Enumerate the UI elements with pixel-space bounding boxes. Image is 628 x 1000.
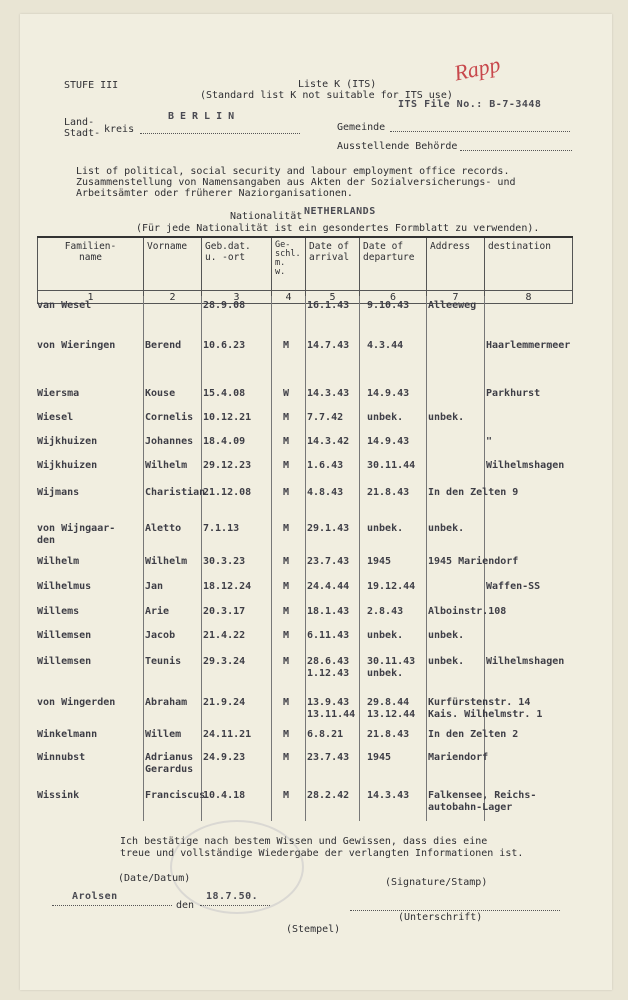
cell-familienname: Willemsen xyxy=(37,656,92,667)
column-divider xyxy=(271,296,272,821)
cell-departure: 29.8.44 13.12.44 xyxy=(367,697,416,720)
stempel-label: (Stempel) xyxy=(286,924,341,935)
cell-familienname: Wijkhuizen xyxy=(37,460,98,471)
kreis-dotline xyxy=(140,133,300,134)
cell-departure: 1945 xyxy=(367,752,392,763)
cell-arrival: 23.7.43 xyxy=(307,556,350,567)
cell-geburtsdatum: 21.4.22 xyxy=(203,630,246,641)
cell-vorname: Berend xyxy=(145,340,182,351)
cell-destination: " xyxy=(486,436,493,447)
cell-arrival: 4.8.43 xyxy=(307,487,344,498)
col-number: 1 xyxy=(38,291,144,304)
cell-geschlecht: M xyxy=(283,729,290,740)
col-header-departure: Date of departure xyxy=(360,237,427,291)
cell-address: unbek. xyxy=(428,630,465,641)
stadt-label: Stadt- xyxy=(64,128,101,139)
cell-vorname: Willem xyxy=(145,729,182,740)
col-header-familienname: Familien- name xyxy=(38,237,144,291)
cell-vorname: Charistian xyxy=(145,487,206,498)
cell-geschlecht: W xyxy=(283,388,290,399)
cell-geburtsdatum: 10.4.18 xyxy=(203,790,246,801)
nationality-label: Nationalität xyxy=(230,211,303,222)
cell-geschlecht: M xyxy=(283,556,290,567)
cell-geschlecht: M xyxy=(283,581,290,592)
column-divider xyxy=(143,296,144,821)
cell-familienname: Winnubst xyxy=(37,752,86,763)
cell-departure: 21.8.43 xyxy=(367,729,410,740)
cell-address: Falkensee, Reichs- autobahn-Lager xyxy=(428,790,537,813)
cell-arrival: 14.7.43 xyxy=(307,340,350,351)
cell-vorname: Wilhelm xyxy=(145,556,188,567)
cell-destination: Parkhurst xyxy=(486,388,541,399)
cell-familienname: Wijkhuizen xyxy=(37,436,98,447)
column-divider xyxy=(201,296,202,821)
cell-arrival: 14.3.43 xyxy=(307,388,350,399)
cell-arrival: 16.1.43 xyxy=(307,300,350,311)
kreis-value: BERLIN xyxy=(168,111,241,122)
cell-geschlecht: M xyxy=(283,752,290,763)
cell-arrival: 29.1.43 xyxy=(307,523,350,534)
cell-familienname: Wissink xyxy=(37,790,80,801)
cell-familienname: van Wesel xyxy=(37,300,92,311)
cell-departure: 21.8.43 xyxy=(367,487,410,498)
cell-geburtsdatum: 30.3.23 xyxy=(203,556,246,567)
cell-geburtsdatum: 28.9.08 xyxy=(203,300,246,311)
col-header-geschlecht: Ge- schl. m. w. xyxy=(272,237,306,291)
cell-geschlecht: M xyxy=(283,790,290,801)
cell-address: unbek. xyxy=(428,523,465,534)
cell-departure: 19.12.44 xyxy=(367,581,416,592)
col-header-geburtsdatum: Geb.dat. u. -ort xyxy=(202,237,272,291)
cell-vorname: Cornelis xyxy=(145,412,194,423)
behoerde-label: Ausstellende Behörde xyxy=(337,141,458,152)
stufe-label: STUFE III xyxy=(64,80,119,91)
cell-geburtsdatum: 10.12.21 xyxy=(203,412,252,423)
land-label: Land- xyxy=(64,117,95,128)
cell-vorname: Wilhelm xyxy=(145,460,188,471)
cell-geburtsdatum: 18.4.09 xyxy=(203,436,246,447)
cell-vorname: Teunis xyxy=(145,656,182,667)
cell-vorname: Johannes xyxy=(145,436,194,447)
cell-address: Alleeweg xyxy=(428,300,477,311)
cell-geburtsdatum: 18.12.24 xyxy=(203,581,252,592)
cell-familienname: Willems xyxy=(37,606,80,617)
cell-departure: unbek. xyxy=(367,630,404,641)
cell-vorname: Jan xyxy=(145,581,164,592)
col-header-address: Address xyxy=(427,237,485,291)
cell-arrival: 28.6.43 1.12.43 xyxy=(307,656,350,679)
cell-familienname: Willemsen xyxy=(37,630,92,641)
records-table-body xyxy=(37,296,572,821)
cell-departure: 1945 xyxy=(367,556,392,567)
col-number: 3 xyxy=(202,291,272,304)
kreis-label: kreis xyxy=(104,124,135,135)
cell-vorname: Abraham xyxy=(145,697,188,708)
cell-vorname: Arie xyxy=(145,606,170,617)
place-value: Arolsen xyxy=(72,891,118,902)
cell-geburtsdatum: 15.4.08 xyxy=(203,388,246,399)
intro-line-2: Zusammenstellung von Namensangaben aus Akten der Sozialversicherungs- und xyxy=(76,177,516,188)
cell-geburtsdatum: 24.11.21 xyxy=(203,729,252,740)
cell-arrival: 14.3.42 xyxy=(307,436,350,447)
cell-arrival: 6.8.21 xyxy=(307,729,344,740)
nationality-note: (Für jede Nationalität ist ein gesondertes Formblatt zu verwenden). xyxy=(136,223,540,234)
col-number: 6 xyxy=(360,291,427,304)
unterschrift-label: (Unterschrift) xyxy=(398,912,483,923)
col-number: 7 xyxy=(427,291,485,304)
column-divider xyxy=(426,296,427,821)
cell-address: 1945 Mariendorf xyxy=(428,556,519,567)
cell-address: Mariendorf xyxy=(428,752,489,763)
cell-geschlecht: M xyxy=(283,412,290,423)
signature-label: (Signature/Stamp) xyxy=(385,877,488,888)
handwritten-note: Rapp xyxy=(451,51,503,86)
cell-geburtsdatum: 21.9.24 xyxy=(203,697,246,708)
cell-arrival: 23.7.43 xyxy=(307,752,350,763)
cell-geburtsdatum: 20.3.17 xyxy=(203,606,246,617)
cell-destination: Haarlemmermeer xyxy=(486,340,571,351)
cell-geschlecht: M xyxy=(283,523,290,534)
den-label: den xyxy=(176,900,195,911)
cell-geschlecht: M xyxy=(283,487,290,498)
cell-familienname: Wilhelm xyxy=(37,556,80,567)
records-table-header xyxy=(37,236,573,304)
cell-familienname: Wiersma xyxy=(37,388,80,399)
col-header-vorname: Vorname xyxy=(144,237,202,291)
cell-arrival: 7.7.42 xyxy=(307,412,344,423)
intro-line-3: Arbeitsämter oder früherer Naziorganisationen. xyxy=(76,188,353,199)
cell-departure: 4.3.44 xyxy=(367,340,404,351)
date-dotline xyxy=(200,905,270,906)
cell-departure: unbek. xyxy=(367,412,404,423)
cell-address: Kurfürstenstr. 14 Kais. Wilhelmstr. 1 xyxy=(428,697,543,720)
cell-geschlecht: M xyxy=(283,656,290,667)
cell-vorname: Franciscus xyxy=(145,790,206,801)
column-divider xyxy=(359,296,360,821)
cell-geschlecht: M xyxy=(283,340,290,351)
cell-familienname: von Wingerden xyxy=(37,697,116,708)
cell-geburtsdatum: 29.12.23 xyxy=(203,460,252,471)
cell-geschlecht: M xyxy=(283,606,290,617)
cell-departure: 14.3.43 xyxy=(367,790,410,801)
cell-familienname: Wijmans xyxy=(37,487,80,498)
cell-destination: Wilhelmshagen xyxy=(486,656,565,667)
col-header-destination: destination xyxy=(485,237,573,291)
intro-line-1: List of political, social security and labour employment office records. xyxy=(76,166,510,177)
liste-title: Liste K (ITS) xyxy=(298,79,377,90)
cell-arrival: 1.6.43 xyxy=(307,460,344,471)
gemeinde-dotline xyxy=(390,131,570,132)
cell-vorname: Kouse xyxy=(145,388,176,399)
certification-line-2: treue und vollständige Wiedergabe der verlangten Informationen ist. xyxy=(120,848,524,859)
cell-destination: Waffen-SS xyxy=(486,581,541,592)
date-value: 18.7.50. xyxy=(206,891,259,902)
gemeinde-label: Gemeinde xyxy=(337,122,386,133)
cell-address: In den Zelten 9 xyxy=(428,487,519,498)
cell-familienname: von Wijngaar- den xyxy=(37,523,116,546)
nationality-value: NETHERLANDS xyxy=(304,206,376,217)
cell-departure: unbek. xyxy=(367,523,404,534)
cell-arrival: 28.2.42 xyxy=(307,790,350,801)
cell-address: unbek. xyxy=(428,412,465,423)
col-number: 2 xyxy=(144,291,202,304)
cell-arrival: 6.11.43 xyxy=(307,630,350,641)
cell-departure: 9.10.43 xyxy=(367,300,410,311)
cell-geburtsdatum: 21.12.08 xyxy=(203,487,252,498)
cell-address: Alboinstr.108 xyxy=(428,606,507,617)
cell-geburtsdatum: 24.9.23 xyxy=(203,752,246,763)
col-number: 8 xyxy=(485,291,573,304)
cell-geburtsdatum: 10.6.23 xyxy=(203,340,246,351)
cell-departure: 30.11.43 unbek. xyxy=(367,656,416,679)
behoerde-dotline xyxy=(460,150,572,151)
cell-departure: 14.9.43 xyxy=(367,388,410,399)
cell-familienname: von Wieringen xyxy=(37,340,116,351)
col-number: 5 xyxy=(306,291,360,304)
col-number: 4 xyxy=(272,291,306,304)
cell-arrival: 24.4.44 xyxy=(307,581,350,592)
cell-geburtsdatum: 7.1.13 xyxy=(203,523,240,534)
cell-destination: Wilhelmshagen xyxy=(486,460,565,471)
cell-address: unbek. xyxy=(428,656,465,667)
cell-geschlecht: M xyxy=(283,630,290,641)
cell-vorname: Aletto xyxy=(145,523,182,534)
its-file-number: ITS File No.: B-7-3448 xyxy=(398,99,542,110)
cell-departure: 30.11.44 xyxy=(367,460,416,471)
cell-arrival: 18.1.43 xyxy=(307,606,350,617)
cell-arrival: 13.9.43 13.11.44 xyxy=(307,697,356,720)
col-header-arrival: Date of arrival xyxy=(306,237,360,291)
cell-geschlecht: M xyxy=(283,436,290,447)
cell-vorname: Adrianus Gerardus xyxy=(145,752,194,775)
place-dotline xyxy=(52,905,172,906)
cell-familienname: Wilhelmus xyxy=(37,581,92,592)
cell-address: In den Zelten 2 xyxy=(428,729,519,740)
liste-subtitle: (Standard list K not suitable for ITS use) xyxy=(200,90,453,101)
signature-dotline xyxy=(350,910,560,911)
column-divider xyxy=(305,296,306,821)
cell-departure: 14.9.43 xyxy=(367,436,410,447)
cell-geburtsdatum: 29.3.24 xyxy=(203,656,246,667)
cell-familienname: Winkelmann xyxy=(37,729,98,740)
cell-familienname: Wiesel xyxy=(37,412,74,423)
cell-geschlecht: M xyxy=(283,460,290,471)
certification-line-1: Ich bestätige nach bestem Wissen und Gewissen, dass dies eine xyxy=(120,836,488,847)
cell-departure: 2.8.43 xyxy=(367,606,404,617)
cell-vorname: Jacob xyxy=(145,630,176,641)
cell-geschlecht: M xyxy=(283,697,290,708)
date-label: (Date/Datum) xyxy=(118,873,191,884)
